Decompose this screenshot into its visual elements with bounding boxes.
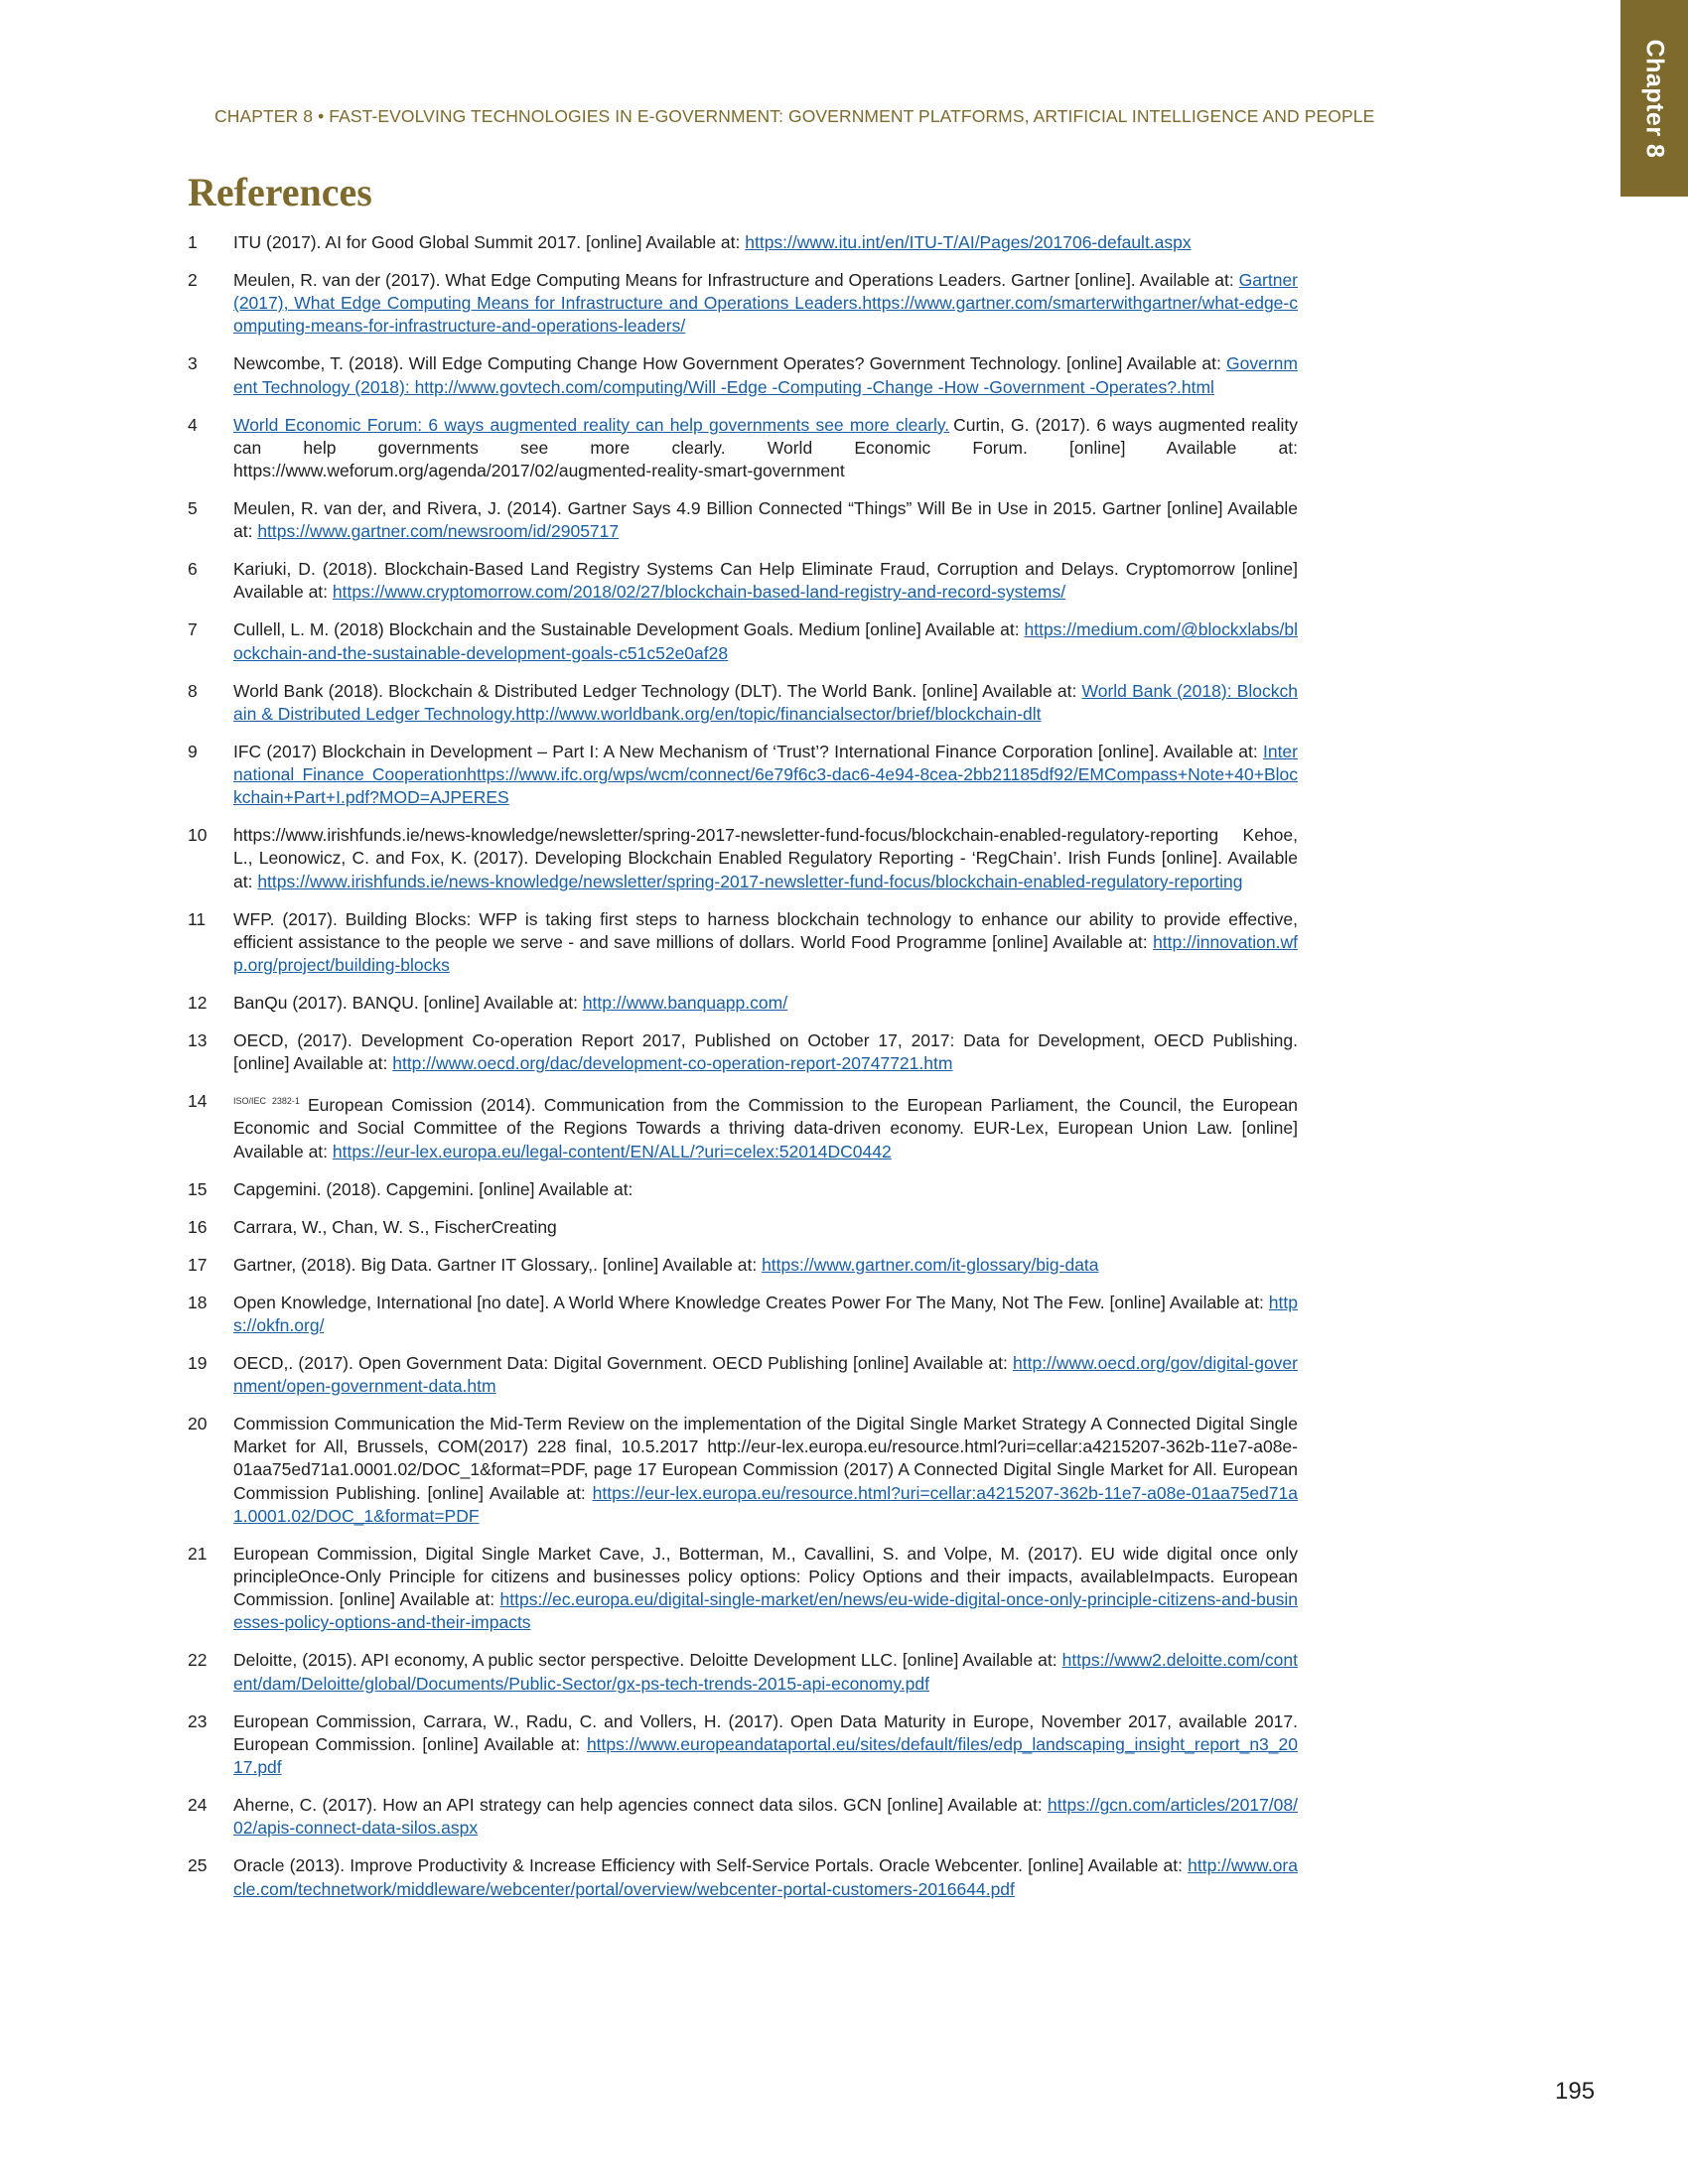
reference-link[interactable]: https://okfn.org/	[233, 1292, 1298, 1335]
reference-number: 9	[188, 741, 198, 761]
reference-body	[233, 1090, 1298, 1163]
reference-number: 22	[188, 1650, 208, 1671]
chapter-tab-label: Chapter 8	[1640, 39, 1669, 158]
reference-item	[188, 1178, 1298, 1201]
reference-number: 8	[188, 680, 198, 701]
reference-link[interactable]: World Economic Forum: 6 ways augmented reality can help governments see more clearly.	[233, 414, 950, 435]
reference-text: European Commission, Digital Single Market Cave, J., Botterman, M., Cavallini, S. and Volpe, M. (2017). EU wide digital once only principleOnce-Only Principle for citizens and businesses policy options: Policy Options and their impacts, availableImpacts. European Commission. [online] Available at:	[233, 1543, 1298, 1610]
reference-item	[188, 1794, 1298, 1840]
reference-body	[233, 1352, 1298, 1398]
reference-link[interactable]: Government Technology (2018): http://www.govtech.com/computing/Will -Edge -Computing -Change -How -Government -Operates?.html	[233, 353, 1298, 397]
running-head: CHAPTER 8 • FAST-EVOLVING TECHNOLOGIES IN E-GOVERNMENT: GOVERNMENT PLATFORMS, ARTIFICIAL INTELLIGENCE AND PEOPLE	[214, 106, 1375, 126]
reference-body	[233, 1178, 1298, 1201]
reference-text: OECD, (2017). Development Co-operation Report 2017, Published on October 17, 2017: Data for Development, OECD Publishing. [online] Available at:	[233, 1030, 1298, 1074]
reference-text: Newcombe, T. (2018). Will Edge Computing Change How Government Operates? Government Technology. [online] Available at:	[233, 353, 1227, 374]
reference-number: 3	[188, 353, 198, 374]
reference-link[interactable]: https://www.itu.int/en/ITU-T/AI/Pages/201706-default.aspx	[745, 232, 1192, 252]
reference-text: Open Knowledge, International [no date]. A World Where Knowledge Creates Power For The Many, Not The Few. [online] Available at:	[233, 1292, 1269, 1312]
reference-text: Aherne, C. (2017). How an API strategy can help agencies connect data silos. GCN [online] Available at:	[233, 1795, 1049, 1816]
reference-link[interactable]: https://eur-lex.europa.eu/resource.html?uri=cellar:a4215207-362b-11e7-a08e-01aa75ed71a1.0001.02/DOC_1&format=PDF	[233, 1482, 1298, 1526]
reference-number: 23	[188, 1710, 208, 1731]
reference-link[interactable]: https://medium.com/@blockxlabs/blockchain-and-the-sustainable-development-goals-c51c52e0af28	[233, 619, 1298, 663]
reference-link[interactable]: Gartner (2017), What Edge Computing Means for Infrastructure and Operations Leaders.https://www.gartner.com/smarterwithgartner/what-edge-computing-means-for-infrastructure-and-operations-leaders/	[233, 270, 1298, 337]
reference-item	[188, 414, 1298, 483]
page-title: References	[188, 170, 372, 214]
reference-number: 7	[188, 619, 198, 640]
reference-item	[188, 992, 1298, 1015]
reference-number: 6	[188, 559, 198, 580]
reference-text: ITU (2017). AI for Good Global Summit 2017. [online] Available at:	[233, 232, 746, 252]
reference-number: 1	[188, 232, 198, 252]
reference-number: 17	[188, 1254, 208, 1275]
reference-item	[188, 1029, 1298, 1075]
reference-link[interactable]: https://www.gartner.com/it-glossary/big-data	[762, 1254, 1099, 1275]
reference-link[interactable]: https://www.cryptomorrow.com/2018/02/27/blockchain-based-land-registry-and-record-systems/	[332, 582, 1066, 603]
reference-link[interactable]: https://gcn.com/articles/2017/08/02/apis-connect-data-silos.aspx	[233, 1795, 1298, 1839]
reference-body	[233, 618, 1298, 664]
reference-item	[188, 1292, 1298, 1337]
reference-body	[233, 414, 1298, 483]
reference-link[interactable]: https://www.irishfunds.ie/news-knowledge/newsletter/spring-2017-newsletter-fund-focus/blockchain-enabled-regulatory-reporting	[257, 871, 1243, 891]
reference-text: Meulen, R. van der (2017). What Edge Computing Means for Infrastructure and Operations Leaders. Gartner [online]. Available at:	[233, 270, 1239, 290]
reference-list	[188, 231, 1298, 1916]
reference-number: 12	[188, 993, 208, 1014]
reference-item	[188, 497, 1298, 543]
reference-text: OECD,. (2017). Open Government Data: Digital Government. OECD Publishing [online] Available at:	[233, 1352, 1014, 1373]
reference-body	[233, 1413, 1298, 1528]
reference-body	[233, 1216, 1298, 1239]
reference-number: 18	[188, 1292, 208, 1312]
reference-text: Oracle (2013). Improve Productivity & Increase Efficiency with Self-Service Portals. Oracle Webcenter. [online] Available at:	[233, 1855, 1189, 1876]
reference-body	[233, 352, 1298, 398]
reference-superscript: ISO/IEC 2382-1	[233, 1096, 300, 1107]
reference-body	[233, 1710, 1298, 1780]
reference-text: WFP. (2017). Building Blocks: WFP is taking first steps to harness blockchain technology to enhance our ability to provide effective, efficient assistance to the people we serve - and save millions of dollars. World Food Programme [online] Available at:	[233, 908, 1298, 952]
reference-body	[233, 1649, 1298, 1695]
reference-number: 15	[188, 1178, 208, 1199]
reference-link[interactable]: https://www.gartner.com/newsroom/id/2905717	[257, 521, 620, 542]
reference-number: 14	[188, 1091, 208, 1112]
reference-body	[233, 1854, 1298, 1900]
page-number: 195	[1555, 2078, 1596, 2105]
reference-body	[233, 992, 1298, 1015]
reference-item	[188, 269, 1298, 339]
reference-link[interactable]: World Bank (2018): Blockchain & Distributed Ledger Technology.http://www.worldbank.org/en/topic/financialsector/brief/blockchain-dlt	[233, 680, 1298, 724]
reference-text: Cullell, L. M. (2018) Blockchain and the Sustainable Development Goals. Medium [online] Available at:	[233, 619, 1025, 640]
reference-item	[188, 680, 1298, 726]
reference-body	[233, 269, 1298, 339]
reference-item	[188, 908, 1298, 978]
reference-text: IFC (2017) Blockchain in Development – Part I: A New Mechanism of ‘Trust’? International Finance Corporation [online]. Available at:	[233, 741, 1263, 761]
reference-link[interactable]: http://www.banquapp.com/	[582, 993, 788, 1014]
reference-link[interactable]: http://innovation.wfp.org/project/building-blocks	[233, 931, 1298, 976]
reference-number: 4	[188, 414, 198, 435]
reference-number: 10	[188, 825, 208, 846]
reference-text: Capgemini. (2018). Capgemini. [online] Available at:	[233, 1178, 633, 1199]
reference-number: 21	[188, 1543, 208, 1564]
reference-text: Meulen, R. van der, and Rivera, J. (2014). Gartner Says 4.9 Billion Connected “Things” Will Be in Use in 2015. Gartner [online] Available at:	[233, 498, 1298, 542]
reference-text: World Bank (2018). Blockchain & Distributed Ledger Technology (DLT). The World Bank. [online] Available at:	[233, 680, 1082, 701]
reference-link[interactable]: International Finance Cooperationhttps://www.ifc.org/wps/wcm/connect/6e79f6c3-dac6-4e94-8cea-2bb21185df92/EMCompass+Note+40+Blockchain+Part+I.pdf?MOD=AJPERES	[233, 741, 1298, 808]
reference-text: Commission Communication the Mid-Term Review on the implementation of the Digital Single Market Strategy A Connected Digital Single Market for All, Brussels, COM(2017) 228 final, 10.5.2017 http://eur-lex.europa.eu/resource.html?uri=cellar:a4215207-362b-11e7-a08e-01aa75ed71a1.0001.02/DOC_1&format=PDF, page 17 European Commission (2017) A Connected Digital Single Market for All. European Commission Publishing. [online] Available at:	[233, 1414, 1298, 1503]
reference-item	[188, 1090, 1298, 1163]
reference-link[interactable]: http://www.oracle.com/technetwork/middleware/webcenter/portal/overview/webcenter-portal-customers-2016644.pdf	[233, 1855, 1298, 1899]
reference-body	[233, 741, 1298, 810]
reference-body	[233, 908, 1298, 978]
reference-item	[188, 824, 1298, 893]
reference-item	[188, 1216, 1298, 1239]
reference-body	[233, 1794, 1298, 1840]
reference-item	[188, 1854, 1298, 1900]
reference-item	[188, 1543, 1298, 1635]
reference-item	[188, 1649, 1298, 1695]
reference-number: 24	[188, 1795, 208, 1816]
reference-body	[233, 1292, 1298, 1337]
reference-text: Kariuki, D. (2018). Blockchain-Based Land Registry Systems Can Help Eliminate Fraud, Corruption and Delays. Cryptomorrow [online] Available at:	[233, 559, 1298, 603]
reference-body	[233, 558, 1298, 604]
reference-number: 25	[188, 1855, 208, 1876]
reference-number: 16	[188, 1216, 208, 1237]
reference-text: European Commission, Carrara, W., Radu, C. and Vollers, H. (2017). Open Data Maturity in Europe, November 2017, available 2017. European Commission. [online] Available at:	[233, 1710, 1298, 1754]
chapter-tab	[1620, 0, 1688, 197]
reference-number: 5	[188, 498, 198, 519]
reference-body	[233, 231, 1298, 254]
reference-item	[188, 741, 1298, 810]
reference-item	[188, 558, 1298, 604]
reference-number: 11	[188, 908, 207, 929]
reference-link[interactable]: https://ec.europa.eu/digital-single-market/en/news/eu-wide-digital-once-only-principle-citizens-and-businesses-policy-options-and-their-impacts	[233, 1589, 1298, 1633]
reference-link[interactable]: https://eur-lex.europa.eu/legal-content/EN/ALL/?uri=celex:52014DC0442	[332, 1141, 892, 1161]
reference-text: Curtin, G. (2017). 6 ways augmented reality can help governments see more clearly. World Economic Forum. [online] Available at: https://www.weforum.org/agenda/2017/02/augmented-reality-smart-government	[233, 414, 1298, 481]
reference-text: BanQu (2017). BANQU. [online] Available at:	[233, 993, 583, 1014]
reference-link[interactable]: http://www.oecd.org/gov/digital-government/open-government-data.htm	[233, 1352, 1298, 1397]
reference-text: Carrara, W., Chan, W. S., FischerCreating	[233, 1216, 557, 1237]
reference-link[interactable]: https://www2.deloitte.com/content/dam/Deloitte/global/Documents/Public-Sector/gx-ps-tech-trends-2015-api-economy.pdf	[233, 1650, 1298, 1694]
reference-item	[188, 1710, 1298, 1780]
reference-item	[188, 352, 1298, 398]
reference-body	[233, 497, 1298, 543]
reference-text: https://www.irishfunds.ie/news-knowledge/newsletter/spring-2017-newsletter-fund-focus/blockchain-enabled-regulatory-reporting Kehoe, L., Leonowicz, C. and Fox, K. (2017). Developing Blockchain Enabled Regulatory Reporting - ‘RegChain’. Irish Funds [online]. Available at:	[233, 825, 1298, 891]
reference-body	[233, 1029, 1298, 1075]
reference-item	[188, 1413, 1298, 1528]
reference-text: Deloitte, (2015). API economy, A public sector perspective. Deloitte Development LLC. [online] Available at:	[233, 1650, 1062, 1671]
reference-text: European Comission (2014). Communication from the Commission to the European Parliament, the Council, the European Economic and Social Committee of the Regions Towards a thriving data-driven economy. EUR-Lex, European Union Law. [online] Available at:	[233, 1095, 1298, 1161]
reference-body	[233, 824, 1298, 893]
reference-number: 20	[188, 1414, 208, 1434]
reference-item	[188, 231, 1298, 254]
reference-text: Gartner, (2018). Big Data. Gartner IT Glossary,. [online] Available at:	[233, 1254, 763, 1275]
reference-link[interactable]: https://www.europeandataportal.eu/sites/default/files/edp_landscaping_insight_report_n3_2017.pdf	[233, 1733, 1298, 1778]
reference-item	[188, 618, 1298, 664]
reference-number: 2	[188, 270, 198, 290]
reference-item	[188, 1352, 1298, 1398]
reference-body	[233, 1543, 1298, 1635]
reference-number: 19	[188, 1352, 208, 1373]
reference-number: 13	[188, 1030, 208, 1051]
reference-body	[233, 1254, 1298, 1277]
reference-item	[188, 1254, 1298, 1277]
reference-link[interactable]: http://www.oecd.org/dac/development-co-operation-report-20747721.htm	[392, 1053, 953, 1074]
reference-body	[233, 680, 1298, 726]
